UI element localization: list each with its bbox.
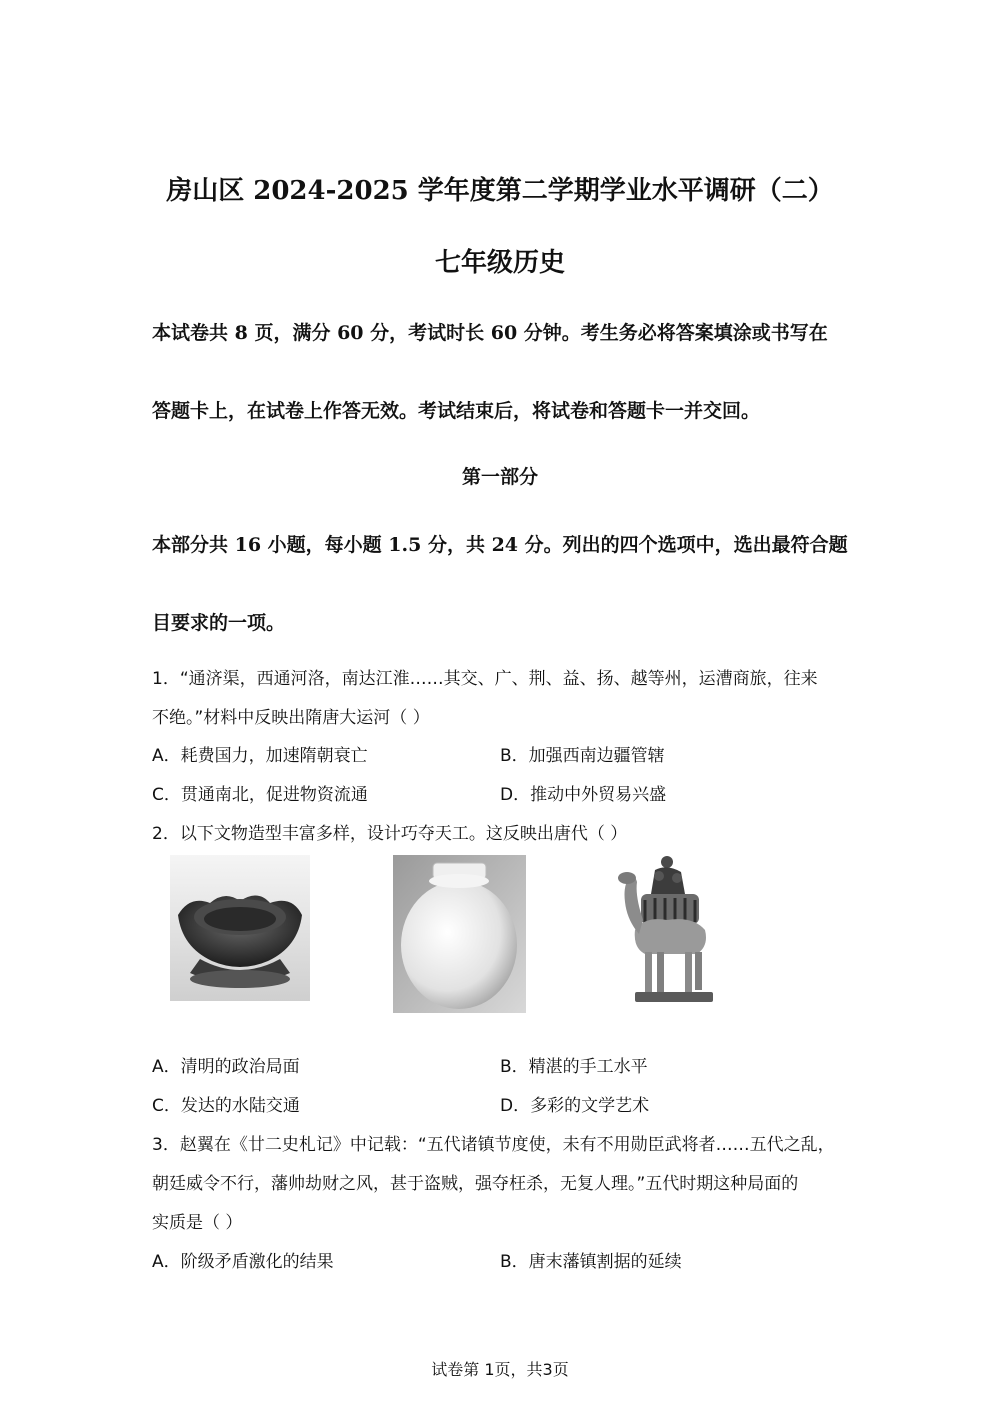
exam-title: 房山区 2024-2025 学年度第二学期学业水平调研（二） [166,176,834,206]
instructions-line-2: 答题卡上，在试卷上作答无效。考试结束后，将试卷和答题卡一并交回。 [152,400,761,422]
question-3-stem-line-2: 朝廷威令不行，藩帅劫财之风，甚于盗贼，强夺枉杀，无复人理。”五代时期这种局面的 [152,1174,799,1194]
question-3-option-a: A．阶级矛盾激化的结果 [152,1252,334,1272]
instructions-line-1: 本试卷共 8 页，满分 60 分，考试时长 60 分钟。考生务必将答案填涂或书写在 [152,322,828,344]
exam-subtitle: 七年级历史 [434,248,565,278]
section-desc-line-2: 目要求的一项。 [152,612,286,634]
question-2-option-d: D．多彩的文学艺术 [500,1096,650,1116]
question-1-option-a: A．耗费国力，加速隋朝衰亡 [152,746,368,766]
question-1-option-d: D．推动中外贸易兴盛 [500,785,667,805]
question-3-option-b: B．唐末藩镇割据的延续 [500,1252,682,1272]
question-1-stem-line-1: 1．“通济渠，西通河洛，南达江淮……其交、广、荆、益、扬、越等州，运漕商旅，往来 [152,669,818,689]
question-2-option-a: A．清明的政治局面 [152,1057,300,1077]
question-2-option-c: C．发达的水陆交通 [152,1096,300,1116]
question-1-option-c: C．贯通南北，促进物资流通 [152,785,368,805]
section-title: 第一部分 [461,466,538,488]
page-footer: 试卷第 1页，共3页 [431,1360,569,1379]
bowl-artifact-image [170,855,310,1001]
white-jar-artifact-image [393,855,526,1013]
question-1-option-b: B．加强西南边疆管辖 [500,746,665,766]
section-desc-line-1: 本部分共 16 小题，每小题 1.5 分，共 24 分。列出的四个选项中，选出最符合题 [152,534,848,556]
question-2-stem: 2．以下文物造型丰富多样，设计巧夺天工。这反映出唐代（ ） [152,824,628,844]
camel-figurine-artifact-image [605,850,725,1010]
question-2-option-b: B．精湛的手工水平 [500,1057,648,1077]
question-3-stem-line-1: 3．赵翼在《廿二史札记》中记载：“五代诸镇节度使，未有不用勋臣武将者……五代之乱， [152,1135,835,1155]
question-3-stem-line-3: 实质是（ ） [152,1213,243,1233]
question-1-stem-line-2: 不绝。”材料中反映出隋唐大运河（ ） [152,708,430,728]
